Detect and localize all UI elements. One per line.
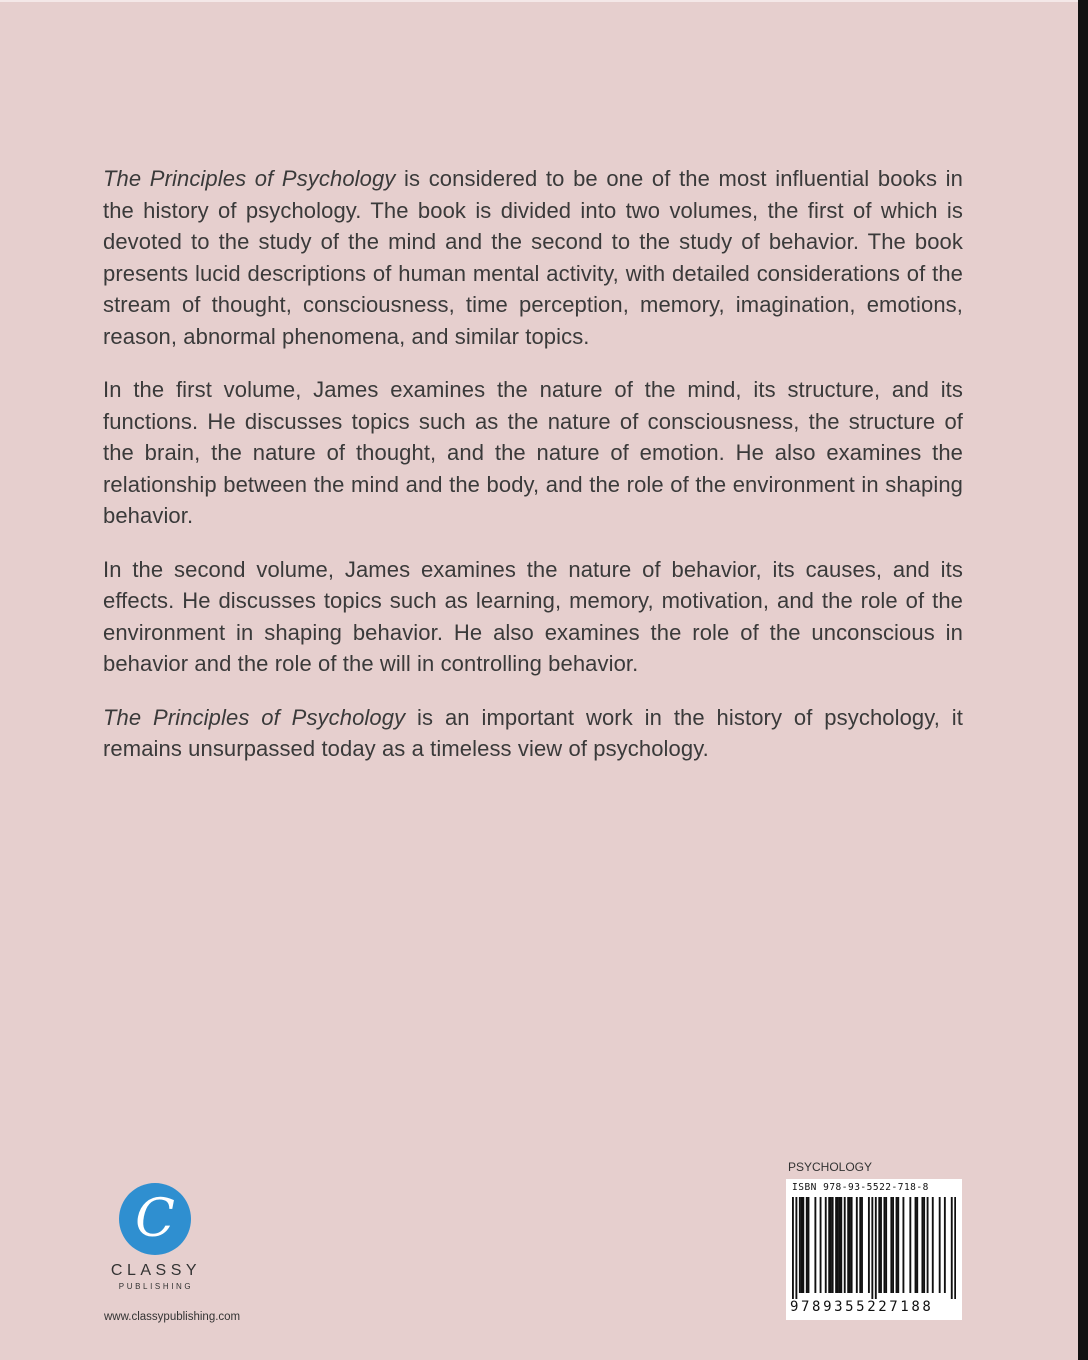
barcode-bar: [799, 1197, 801, 1293]
barcode-bar: [951, 1197, 953, 1299]
barcode-bar: [939, 1197, 941, 1293]
barcode-bar: [932, 1197, 934, 1293]
book-title: The Principles of Psychology: [103, 166, 396, 191]
barcode-bar: [802, 1197, 804, 1293]
barcode-bar: [896, 1197, 898, 1293]
barcode-bar: [844, 1197, 846, 1293]
barcode-bar: [897, 1197, 899, 1293]
barcode-bar: [883, 1197, 885, 1293]
barcode-bar: [871, 1197, 873, 1299]
barcode-bar: [830, 1197, 832, 1293]
barcode-bar: [921, 1197, 923, 1293]
barcode-bar: [916, 1197, 918, 1293]
barcode-bar: [909, 1197, 911, 1293]
barcode-bar: [820, 1197, 822, 1293]
barcode-bar: [890, 1197, 892, 1293]
barcode-bar: [923, 1197, 925, 1293]
barcode-bar: [828, 1197, 830, 1293]
barcode-bar: [795, 1197, 797, 1299]
barcode-bar: [859, 1197, 861, 1293]
barcode-bar: [835, 1197, 837, 1293]
barcode-bar: [856, 1197, 858, 1293]
barcode-bar: [840, 1197, 842, 1293]
barcode-bar: [878, 1197, 880, 1293]
barcode-bar: [814, 1197, 816, 1293]
barcode-bar: [851, 1197, 853, 1293]
barcode-bar: [885, 1197, 887, 1293]
barcode-bar: [868, 1197, 870, 1293]
barcode-bar: [892, 1197, 894, 1293]
publisher-subtitle: PUBLISHING: [118, 1282, 194, 1291]
barcode-bar: [792, 1197, 794, 1299]
barcode-bars: [792, 1197, 956, 1299]
barcode-bar: [839, 1197, 841, 1293]
right-edge: [1078, 0, 1088, 1360]
paragraph-3: In the second volume, James examines the nature of behavior, its causes, and its effects. He discusses topics such as learning, memory, motivation, and the role of the environment in shaping behavior. He also examines the role of the unconscious in behavior and the role of the will in controlling behavior.: [103, 556, 963, 676]
barcode-bar: [801, 1197, 803, 1293]
paragraph-1: The Principles of Psychology is considered to be one of the most influential books in the history of psychology. The book is divided into two volumes, the first of which is devoted to the study of the mind and the second to the study of behavior. The book presents lucid descriptions of human mental activity, with detailed considerations of the stream of thought, consciousness, time perception, memory, imagination, emotions, reason, abnormal phenomena, and similar topics.: [103, 166, 964, 349]
book-description: [103, 163, 963, 787]
barcode-bar: [944, 1197, 946, 1293]
isbn-label: ISBN 978-93-5522-718-8: [792, 1182, 929, 1193]
publisher-name: CLASSY: [110, 1262, 202, 1279]
logo-letter: C: [135, 1189, 175, 1249]
barcode-bar: [861, 1197, 863, 1293]
barcode-bar: [808, 1197, 810, 1293]
barcode-bar: [849, 1197, 851, 1293]
barcode-bar: [875, 1197, 877, 1299]
paragraph-2: In the first volume, James examines the nature of the mind, its structure, and its functions. He discusses topics such as the nature of consciousness, the structure of the brain, the nature of thought, and the nature of emotion. He also examines the relationship between the mind and the body, and the role of the environment in shaping behavior.: [103, 377, 963, 528]
book-title: The Principles of Psychology: [103, 704, 406, 730]
publisher-logo-icon: [118, 1182, 192, 1256]
barcode-bar: [837, 1197, 839, 1293]
barcode-bar: [832, 1197, 834, 1293]
isbn-barcode: [786, 1179, 962, 1320]
barcode-bar: [915, 1197, 917, 1293]
barcode-bar: [847, 1197, 849, 1293]
barcode-bar: [806, 1197, 808, 1293]
barcode-bar: [825, 1197, 827, 1293]
barcode-bar: [902, 1197, 904, 1293]
barcode-bar: [880, 1197, 882, 1293]
barcode-bar: [927, 1197, 929, 1293]
barcode-digits: 9789355227188: [790, 1299, 934, 1315]
book-category: PSYCHOLOGY: [788, 1160, 873, 1174]
barcode-bar: [954, 1197, 956, 1299]
top-edge: [0, 0, 1078, 2]
paragraph-4: The Principles of Psychology is an important work in the history of psychology, it remains unsurpassed today as a timeless view of psychology.: [103, 704, 964, 761]
publisher-website: www.classypublishing.com: [104, 1311, 241, 1323]
